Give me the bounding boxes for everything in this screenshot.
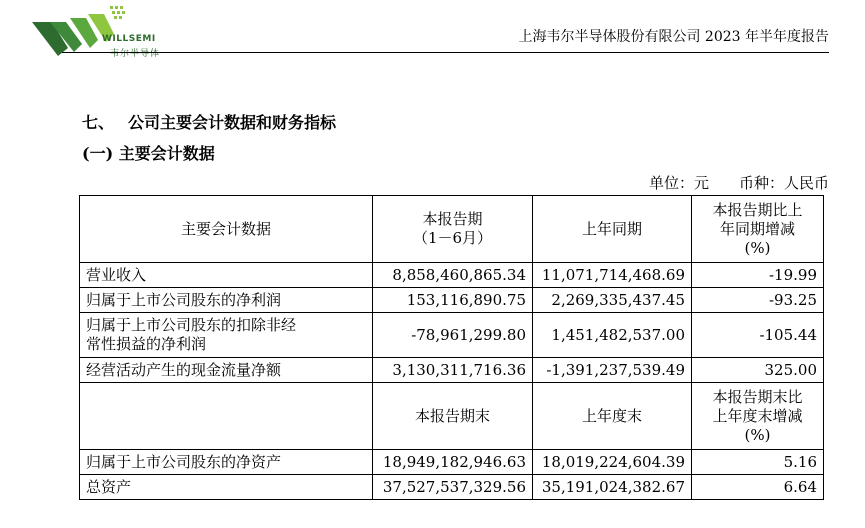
table-row <box>80 450 824 475</box>
logo-text: WILLSEMI <box>102 34 156 44</box>
table-row <box>80 288 824 313</box>
header-line: （1－6月） <box>412 229 493 247</box>
header-cell: 上年同期 <box>533 196 692 263</box>
accounting-data-table <box>79 195 824 500</box>
row-label-line: 归属于上市公司股东的扣除非经 <box>86 316 297 334</box>
prior-value: 11,071,714,468.69 <box>533 263 692 288</box>
row-label-line: 常性损益的净利润 <box>86 335 207 353</box>
prior-value: 18,019,224,604.39 <box>533 450 692 475</box>
header-cell: 本报告期末 <box>373 383 533 450</box>
current-value: 3,130,311,716.36 <box>373 358 533 383</box>
row-label: 归属于上市公司股东的净资产 <box>80 450 373 475</box>
prior-value: 2,269,335,437.45 <box>533 288 692 313</box>
change-value: 325.00 <box>692 358 824 383</box>
report-title: 上海韦尔半导体股份有限公司 2023 年半年度报告 <box>518 29 829 45</box>
header-cell <box>692 383 824 450</box>
section-heading <box>82 110 336 133</box>
prior-value: -1,391,237,539.49 <box>533 358 692 383</box>
change-value: -19.99 <box>692 263 824 288</box>
header-line: 本报告期 <box>422 210 483 228</box>
header-cell <box>373 196 533 263</box>
prior-value: 1,451,482,537.00 <box>533 313 692 358</box>
section-title: 公司主要会计数据和财务指标 <box>128 113 337 132</box>
change-value: -93.25 <box>692 288 824 313</box>
currency-label: 币种：人民币 <box>738 174 829 192</box>
table-row <box>80 475 824 500</box>
subsection-heading: (一) 主要会计数据 <box>82 144 215 163</box>
table-header-row <box>80 383 824 450</box>
header-line: (%) <box>744 238 771 257</box>
change-value: -105.44 <box>692 313 824 358</box>
header-divider <box>62 52 829 53</box>
header-line: 上年度末增减 <box>712 406 803 425</box>
header-line: 本报告期末比 <box>712 387 803 406</box>
header-cell: 上年度末 <box>533 383 692 450</box>
header-cell <box>692 196 824 263</box>
row-label <box>80 313 373 358</box>
unit-line <box>645 172 829 193</box>
current-value: 8,858,460,865.34 <box>373 263 533 288</box>
header-line: (%) <box>744 425 771 444</box>
logo-subtext: 韦尔半导体 <box>110 49 161 59</box>
current-value: 153,116,890.75 <box>373 288 533 313</box>
table-row <box>80 313 824 358</box>
table-header-row <box>80 196 824 263</box>
row-label: 归属于上市公司股东的净利润 <box>80 288 373 313</box>
row-label: 营业收入 <box>80 263 373 288</box>
header-line: 年同期增减 <box>719 219 795 238</box>
change-value: 5.16 <box>692 450 824 475</box>
row-label: 经营活动产生的现金流量净额 <box>80 358 373 383</box>
header-cell-empty <box>80 383 373 450</box>
current-value: 37,527,537,329.56 <box>373 475 533 500</box>
section-number: 七、 <box>82 113 115 132</box>
current-value: -78,961,299.80 <box>373 313 533 358</box>
unit-label: 单位：元 <box>648 174 709 192</box>
table-row <box>80 358 824 383</box>
header-line: 本报告期比上 <box>712 200 803 219</box>
change-value: 6.64 <box>692 475 824 500</box>
header-cell: 主要会计数据 <box>80 196 373 263</box>
prior-value: 35,191,024,382.67 <box>533 475 692 500</box>
current-value: 18,949,182,946.63 <box>373 450 533 475</box>
row-label: 总资产 <box>80 475 373 500</box>
table-row <box>80 263 824 288</box>
